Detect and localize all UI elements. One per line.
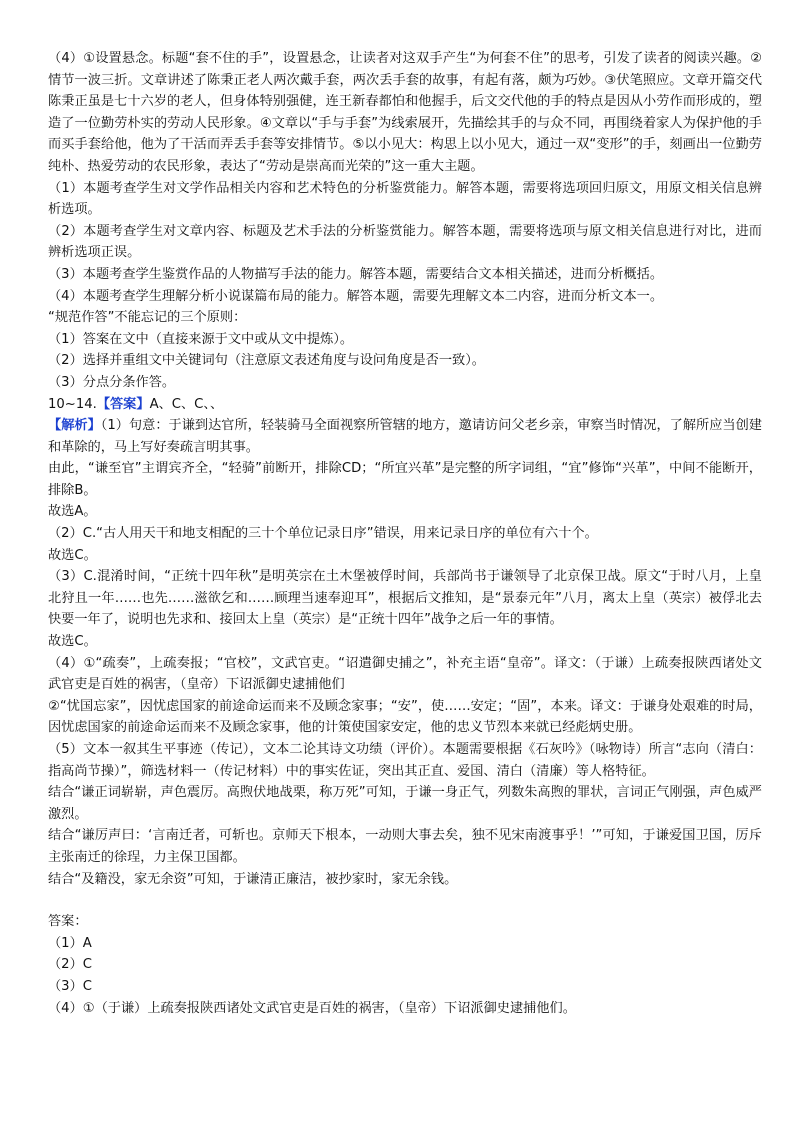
- analysis-q1-choice: 故选A。: [48, 504, 97, 520]
- answer-values: A、C、C、、: [149, 396, 224, 412]
- answer-paragraph-1: （4）①设置悬念。标题“套不住的手”，设置悬念，让读者对这双手产生“为何套不住”的思考，引发了读者的阅读兴趣。②情节一波三折。文章讲述了陈秉正老人两次戴手套，两次丢手套的故事，有起有落，颇为巧妙。③伏笔照应。文章开篇交代陈秉正虽是七十六岁的老人，但身体特别强健，连王新春都怕和他握手，后文交代他的手的特点是因从小劳作而形成的，塑造了一位勤劳朴实的劳动人民形象。④文章以“手与手套”为线索展开，先描绘其手的与众不同，再围绕着家人为保护他的手而买手套给他，他为了干活而弄丢手套等安排情节。⑤以小见大：构思上以小见大，通过一双“变形”的手，刻画出一位勤劳纯朴、热爱劳动的农民形象，表达了“劳动是崇高而光荣的”这一重大主题。: [48, 51, 762, 174]
- document-page: [48, 48, 762, 1019]
- analysis-q1-reason: 由此，“谦至官”主谓宾齐全，“轻骑”前断开，排除CD；“所宜兴革”是完整的所字词组，“宜”修饰“兴革”，中间不能断开，排除B。: [48, 461, 762, 498]
- analysis-q4-2: ②“忧国忘家”，因忧虑国家的前途命运而来不及顾念家事；“安”，使……安定；“固”，本来。译文：于谦身处艰难的时局，因忧虑国家的前途命运而来不及顾念家事，他的计策使国家安定，他的忠义节烈本来就已经彪炳史册。: [48, 698, 762, 736]
- analysis-q5-evidence-1: 结合“谦正词崭崭，声色震厉。高煦伏地战栗，称万死”可知，于谦一身正气，列数朱高煦的罪状，言词正气刚强，声色威严激烈。: [48, 785, 762, 822]
- answer-item-3: （3）C: [48, 978, 92, 994]
- analysis-q5-evidence-2: 结合“谦厉声曰：‘言南迁者，可斩也。京师天下根本，一动则大事去矣，独不见宋南渡事乎！’”可知，于谦爱国卫国，厉斥主张南迁的徐珵，力主保卫国都。: [48, 828, 762, 865]
- analysis-q5: （5）文本一叙其生平事迹（传记），文本二论其诗文功绩（评价）。本题需要根据《石灰吟》（咏物诗）所言“志向（清白：指高尚节操）”，筛选材料一（传记材料）中的事实佐证，突出其正直、爱国、清白（清廉）等人格特征。: [48, 742, 762, 779]
- answer-item-4: （4）①（于谦）上疏奏报陕西诸处文武官吏是百姓的祸害，（皇帝）下诏派御史逮捕他们。: [48, 1000, 576, 1016]
- question-range: 10~14.: [48, 396, 97, 412]
- spacer: [48, 890, 762, 911]
- analysis-q2: （2）C.“古人用天干和地支相配的三十个单位记录日序”错误，用来记录日序的单位有六十个。: [48, 526, 598, 542]
- answer-item-1: （1）A: [48, 935, 92, 951]
- analysis-text: （1）句意：于谦到达官所，轻装骑马全面视察所管辖的地方，邀请访问父老乡亲，审察当时情况，了解所应当创建和革除的，马上写好奏疏言明其事。: [48, 418, 762, 455]
- principle-3: （3）分点分条作答。: [48, 374, 176, 390]
- analysis-q3-choice: 故选C。: [48, 634, 97, 650]
- analysis-tag: 【解析】: [48, 418, 101, 434]
- answer-paragraph-3: （2）本题考查学生对文章内容、标题及艺术手法的分析鉴赏能力。解答本题，需要将选项与原文相关信息进行对比，进而辨析选项正误。: [48, 223, 762, 261]
- analysis-q4-1: （4）①“疏奏”，上疏奏报；“官校”，文武官吏。“诏遣御史捕之”，补充主语“皇帝”。译文：（于谦）上疏奏报陕西诸处文武官吏是百姓的祸害，（皇帝）下诏派御史逮捕他们: [48, 655, 762, 693]
- principle-2: （2）选择并重组文中关键词句（注意原文表述角度与设问角度是否一致）。: [48, 353, 485, 369]
- answers-label: 答案：: [48, 914, 88, 930]
- analysis-q2-choice: 故选C。: [48, 547, 97, 563]
- answer-item-2: （2）C: [48, 957, 92, 973]
- answer-paragraph-5: （4）本题考查学生理解分析小说谋篇布局的能力。解答本题，需要先理解文本二内容，进而分析文本一。: [48, 288, 664, 304]
- answer-paragraph-2: （1）本题考查学生对文学作品相关内容和艺术特色的分析鉴赏能力。解答本题，需要将选项回归原文，用原文相关信息辨析选项。: [48, 180, 762, 218]
- answer-header: [48, 394, 762, 416]
- principles-heading: “规范作答”不能忘记的三个原则：: [48, 310, 247, 326]
- analysis-q5-evidence-3: 结合“及籍没，家无余资”可知，于谦清正廉洁，被抄家时，家无余钱。: [48, 871, 458, 887]
- analysis-q3: （3）C.混淆时间，“正统十四年秋”是明英宗在土木堡被俘时间，兵部尚书于谦领导了北京保卫战。原文“于时八月，上皇北狩且一年……也先……滋欲乞和……顾理当速奉迎耳”，根据后文推知，是“景泰元年”八月，离太上皇（英宗）被俘北去快要一年了，说明也先求和、接回太上皇（英宗）是“正统十四年”战争之后一年的事情。: [48, 569, 762, 628]
- principle-1: （1）答案在文中（直接来源于文中或从文中提炼）。: [48, 331, 354, 347]
- answer-tag: 【答案】: [96, 396, 150, 412]
- answer-paragraph-4: （3）本题考查学生鉴赏作品的人物描写手法的能力。解答本题，需要结合文本相关描述，进而分析概括。: [48, 266, 664, 282]
- analysis-paragraph: [48, 415, 762, 458]
